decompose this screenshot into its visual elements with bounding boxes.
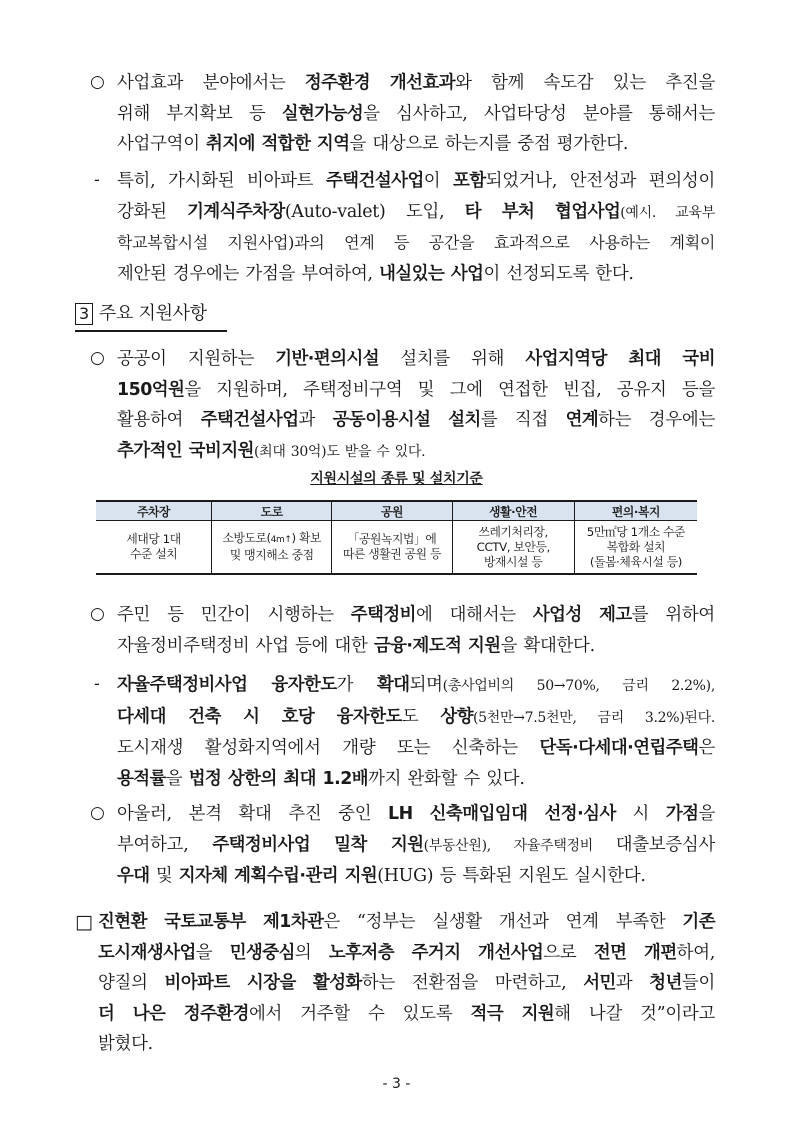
paragraph-bonus-points: 특히, 가시화된 비아파트 주택건설사업이 포함되었거나, 안전성과 편의성이 강화된 기계식주차장(Auto-valet) 도입, 타 부처 협업사업(예시. 교육부 학교복합시설 지원사업)과의 연계 등 공간을 효과적으로 사용하는 계획이 제안된 경우에는 가점을 부여하여, 내실있는 사업이 선정되도록 한다. — [117, 171, 715, 284]
cell-welfare: 5만㎡당 1개소 수준 복합화 설치 (돌봄·체육시설 등) — [574, 521, 697, 575]
circle-bullet: ○ — [90, 604, 105, 624]
circle-bullet: ○ — [90, 803, 105, 823]
cell-parking: 세대당 1대 수준 설치 — [96, 521, 212, 575]
heading-underline — [75, 330, 227, 332]
circle-bullet: ○ — [90, 72, 105, 92]
paragraph-lh-support: 아울러, 본격 확대 추진 중인 LH 신축매입임대 선정·심사 시 가점을 부여하고, 주택정비사업 밀착 지원(부동산원), 자율주택정비 대출보증심사 우대 및 지자체 계획수립·관리 지원(HUG) 등 특화된 지원도 실시한다. — [117, 804, 715, 886]
paragraph-evaluation-criteria: 사업효과 분야에서는 정주환경 개선효과와 함께 속도감 있는 추진을 위해 부지확보 등 실현가능성을 심사하고, 사업타당성 분야를 통해서는 사업구역이 취지에 적합한 지역을 대상으로 하는지를 중점 평가한다. — [117, 73, 716, 154]
header-park: 공원 — [332, 501, 452, 521]
square-bullet: □ — [75, 911, 93, 933]
paragraph-vice-minister-quote: 진현환 국토교통부 제1차관은 “정부는 실생활 개선과 연계 부족한 기존 도시재생사업을 민생중심의 노후저층 주거지 개선사업으로 전면 개편하여, 양질의 비아파트 시장을 활성화하는 전환점을 마련하고, 서민과 청년들이 더 나은 정주환경에서 거주할 수 있도록 적극 지원해 나갈 것”이라고 밝혔다. — [98, 912, 716, 1054]
section-number-box: 3 — [75, 303, 93, 325]
support-facilities-table — [96, 500, 697, 575]
header-road: 도로 — [212, 501, 332, 521]
table-title: 지원시설의 종류 및 설치기준 — [310, 471, 483, 487]
table-header-row — [96, 501, 697, 521]
header-parking: 주차장 — [96, 501, 212, 521]
page-number: - 3 - — [382, 1076, 411, 1092]
circle-bullet: ○ — [90, 348, 105, 368]
dash-bullet: - — [94, 674, 100, 694]
cell-road: 소방도로(4m↑) 확보 및 맹지해소 중점 — [212, 521, 332, 575]
header-safety: 생활·안전 — [452, 501, 574, 521]
cell-park: 「공원녹지법」에 따른 생활권 공원 등 — [332, 521, 452, 575]
section-heading — [75, 301, 207, 327]
paragraph-loan-limits: 자율주택정비사업 융자한도가 확대되며(총사업비의 50→70%, 금리 2.2%), 다세대 건축 시 호당 융자한도도 상향(5천만→7.5천만, 금리 3.2%)된다. 도시재생 활성화지역에서 개량 또는 신축하는 단독·다세대·연립주택은 용적률을 법정 상한의 최대 1.2배까지 완화할 수 있다. — [117, 675, 715, 789]
cell-safety: 쓰레기처리장, CCTV, 보안등, 방재시설 등 — [452, 521, 574, 575]
paragraph-public-support: 공공이 지원하는 기반·편의시설 설치를 위해 사업지역당 최대 국비 150억원을 지원하며, 주택정비구역 및 그에 연접한 빈집, 공유지 등을 활용하여 주택건설사업과 공동이용시설 설치를 직접 연계하는 경우에는 추가적인 국비지원(최대 30억)도 받을 수 있다. — [117, 349, 716, 461]
paragraph-private-support: 주민 등 민간이 시행하는 주택정비에 대해서는 사업성 제고를 위하여 자율정비주택정비 사업 등에 대한 금융·제도적 지원을 확대한다. — [117, 605, 715, 656]
header-welfare: 편의·복지 — [574, 501, 697, 521]
dash-bullet: - — [94, 170, 100, 190]
section-title: 주요 지원사항 — [98, 303, 207, 324]
table-row — [96, 521, 697, 575]
